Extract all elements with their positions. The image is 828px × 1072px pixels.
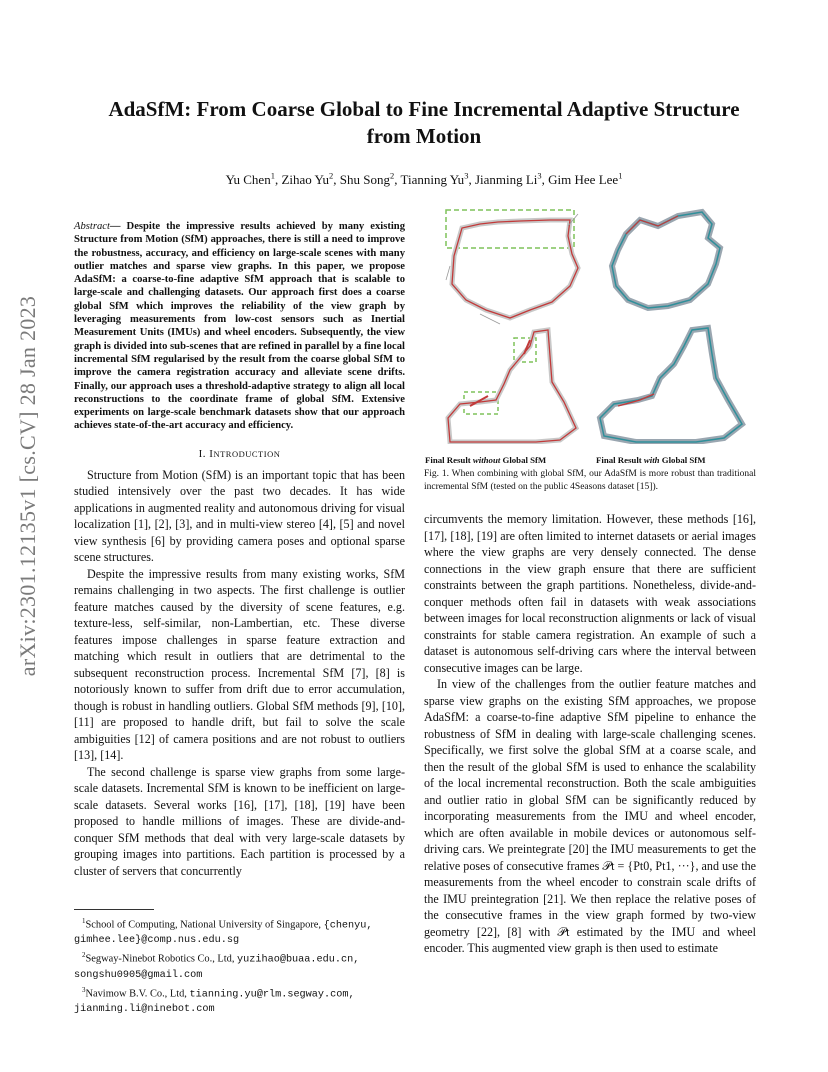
author-affiliation: 1 <box>270 170 275 181</box>
footnote-text: Segway-Ninebot Robotics Co., Ltd, <box>85 953 238 965</box>
camera-track <box>612 212 720 308</box>
abstract-label: Abstract <box>74 221 110 232</box>
footnote-text: Navimow B.V. Co., Ltd, <box>85 988 190 1000</box>
label-emphasis: without <box>472 455 501 465</box>
trajectory-with-global-top <box>612 212 720 308</box>
author-name: Shu Song <box>339 172 390 187</box>
trajectory-without-global-bottom <box>448 330 576 442</box>
point-cloud <box>600 328 742 442</box>
abstract-text: — Despite the impressive results achieved by many existing Structure from Motion (SfM) approaches, there is still a need to improve the robustness, accuracy, and efficiency on large-scale scenes with many outlier matches and sparse view graphs. In this paper, we propose AdaSfM: a coarse-to-fine adaptive SfM approach that is scalable to large-scale and challenging datasets. Our approach first does a coarse global SfM which improves the reliability of the view graph by leveraging measurements from low-cost sensors such as Inertial Measurement Units (IMUs) and wheel encoders. Subsequently, the view graph is divided into sub-scenes that are refined in parallel by a fine local incremental SfM regularised by the result from the coarse global SfM to improve the camera registration accuracy and alleviate scene drifts. Finally, our approach uses a threshold-adaptive strategy to align all local reconstructions to the coordinate frame of global SfM. Extensive experiments on large-scale benchmark datasets show that our approach achieves state-of-the-art accuracy and efficiency. <box>74 221 405 432</box>
footnote-email: tianning.yu@rlm.segway.com, jianming.li@ninebot.com <box>74 989 355 1016</box>
section-title-first: I <box>209 447 214 460</box>
trajectory-without-global-top <box>446 210 578 324</box>
arxiv-stamp <box>12 286 44 686</box>
point-cloud <box>452 220 578 318</box>
section-numeral: I. <box>198 447 207 460</box>
figure-label-left <box>425 455 546 465</box>
author-affiliation: 3 <box>537 170 542 181</box>
arxiv-stamp-text: arXiv:2301.12135v1 [cs.CV] 28 Jan 2023 <box>15 295 40 677</box>
abstract <box>74 220 405 433</box>
label-text: Global SfM <box>500 455 547 465</box>
label-emphasis: with <box>643 455 660 465</box>
footnote-rule <box>74 909 154 910</box>
footnotes <box>74 909 405 1017</box>
paper-title: AdaSfM: From Coarse Global to Fine Incremental Adaptive Structure from Motion <box>108 97 740 148</box>
author-affiliation: 3 <box>464 170 469 181</box>
point-cloud <box>448 330 576 442</box>
paragraph: circumvents the memory limitation. However, these methods [16], [17], [18], [19] are often limited to internet datasets or aerial images where the view graphs are very densely connected. The dense connections in the view graph ensure that there are sufficient constraints between the graph partitions. Nonetheless, divide-and-conquer methods often fail in datasets with weak associations between images for local reconstruction alignments or lack of visual constraints for stable camera registration. An example of such a dataset is autonomous self-driving cars where the interval between consecutive images can be large. <box>424 512 756 675</box>
author-affiliation: 2 <box>329 170 334 181</box>
author-affiliation: 1 <box>618 170 623 181</box>
author-name: Jianming Li <box>474 172 538 187</box>
footnote-3: $^3$Navimow B.V. Co., Ltd, tianning.yu@rlm.segway.com, jianming.li@ninebot.com <box>74 985 355 1016</box>
footnote-1: $^1$School of Computing, National University of Singapore, {chenyu, gimhee.lee}@comp.nus.edu.sg <box>74 917 373 947</box>
figure-trajectories <box>440 206 760 444</box>
paragraph: In view of the challenges from the outlier feature matches and sparse view graphs on the existing SfM approaches, we propose AdaSfM: a coarse-to-fine adaptive SfM pipeline to enhance the robustness of SfM in dealing with large-scale challenging scenes. Specifically, we first solve the global SfM at a coarse scale, and then the result of the global SfM is used to enhance the scalability of the local incremental reconstruction. Both the scale ambiguities and outlier ratio in global SfM can be significantly reduced by incorporating measurements from the IMU and wheel encoder, which are often available in mobile devices or autonomous self-driving cars. We preintegrate [20] the IMU measurements to get the relative poses of consecutive frames 𝒫t = {Pt0, Pt1, ···}, and use the measurements from the wheel encoder to constrain scale drifts of the IMU preintegration [21]. We then replace the relative poses of the consecutive frames in the view graph formed by two-view geometry [22], [8] with 𝒫t estimated by the IMU and wheel encoder. This augmented view graph is then used to estimate <box>424 677 756 955</box>
author-name: Tianning Yu <box>400 172 465 187</box>
paragraph: Structure from Motion (SfM) is an important topic that has been studied intensively over the past two decades. It has wide applications in augmented reality and autonomous driving for visual localization [1], [2], [3], and in multi-view stereo [4], [5] and novel view synthesis [6] by providing camera poses and optional sparse scene structures. <box>74 467 405 565</box>
left-column <box>74 220 405 879</box>
section-title-rest: NTRODUCTION <box>213 448 281 459</box>
author-list: Yu Chen$^1$, Zihao Yu$^2$, Shu Song$^2$, Tianning Yu$^3$, Jianming Li$^3$, Gim Hee Lee$^1$ <box>225 170 623 187</box>
label-text: Final Result <box>596 455 644 465</box>
footnote-email: {chenyu, gimhee.lee}@comp.nus.edu.sg <box>74 920 373 947</box>
author-affiliation: 2 <box>389 170 395 181</box>
figure-label-right <box>596 455 706 465</box>
paragraph: Despite the impressive results from many existing works, SfM remains challenging in two aspects. The first challenge is outlier feature matches caused by the diversity of scene features, e.g. texture-less, self-similar, non-Lambertian, etc. These diverse features impose challenges in sparse feature extraction and matching which result in outliers that are detrimental to the subsequent reconstruction process. Incremental SfM [7], [8] is notoriously known to suffer from drift due to error accumulation, though is robust in handling outliers. Global SfM methods [9], [10], [11] are proposed to handle drift, but fail to solve the scale ambiguities [12] of camera positions and are not robust to outliers [13], [14]. <box>74 566 405 763</box>
trajectory-with-global-bottom <box>600 328 742 442</box>
author-name: Gim Hee Lee <box>548 172 619 187</box>
author-name: Yu Chen <box>225 172 271 187</box>
section-heading <box>74 448 405 460</box>
author-name: Zihao Yu <box>281 172 329 187</box>
footnote-2: $^2$Segway-Ninebot Robotics Co., Ltd, yuzihao@buaa.edu.cn, songshu0905@gmail.com <box>74 951 360 981</box>
figure-caption: Fig. 1. When combining with global SfM, our AdaSfM is more robust than traditional incremental SfM (tested on the public 4Seasons dataset [15]). <box>424 469 756 492</box>
paragraph: The second challenge is sparse view graphs from some large-scale datasets. Incremental SfM is known to be inefficient on large-scale datasets. Several works [16], [17], [18], [19] have been proposed to handle millions of images. These are divide-and-conquer SfM methods that deal with very large-scale datasets by grouping images into partitions. Each partition is processed by a cluster of servers that concurrently <box>74 764 405 878</box>
point-cloud <box>612 212 720 308</box>
label-text: Global SfM <box>659 455 706 465</box>
footnote-text: School of Computing, National University of Singapore, <box>85 919 324 931</box>
footnote-email: yuzihao@buaa.edu.cn, songshu0905@gmail.com <box>74 954 360 981</box>
label-text: Final Result <box>425 455 473 465</box>
right-column <box>424 511 756 957</box>
